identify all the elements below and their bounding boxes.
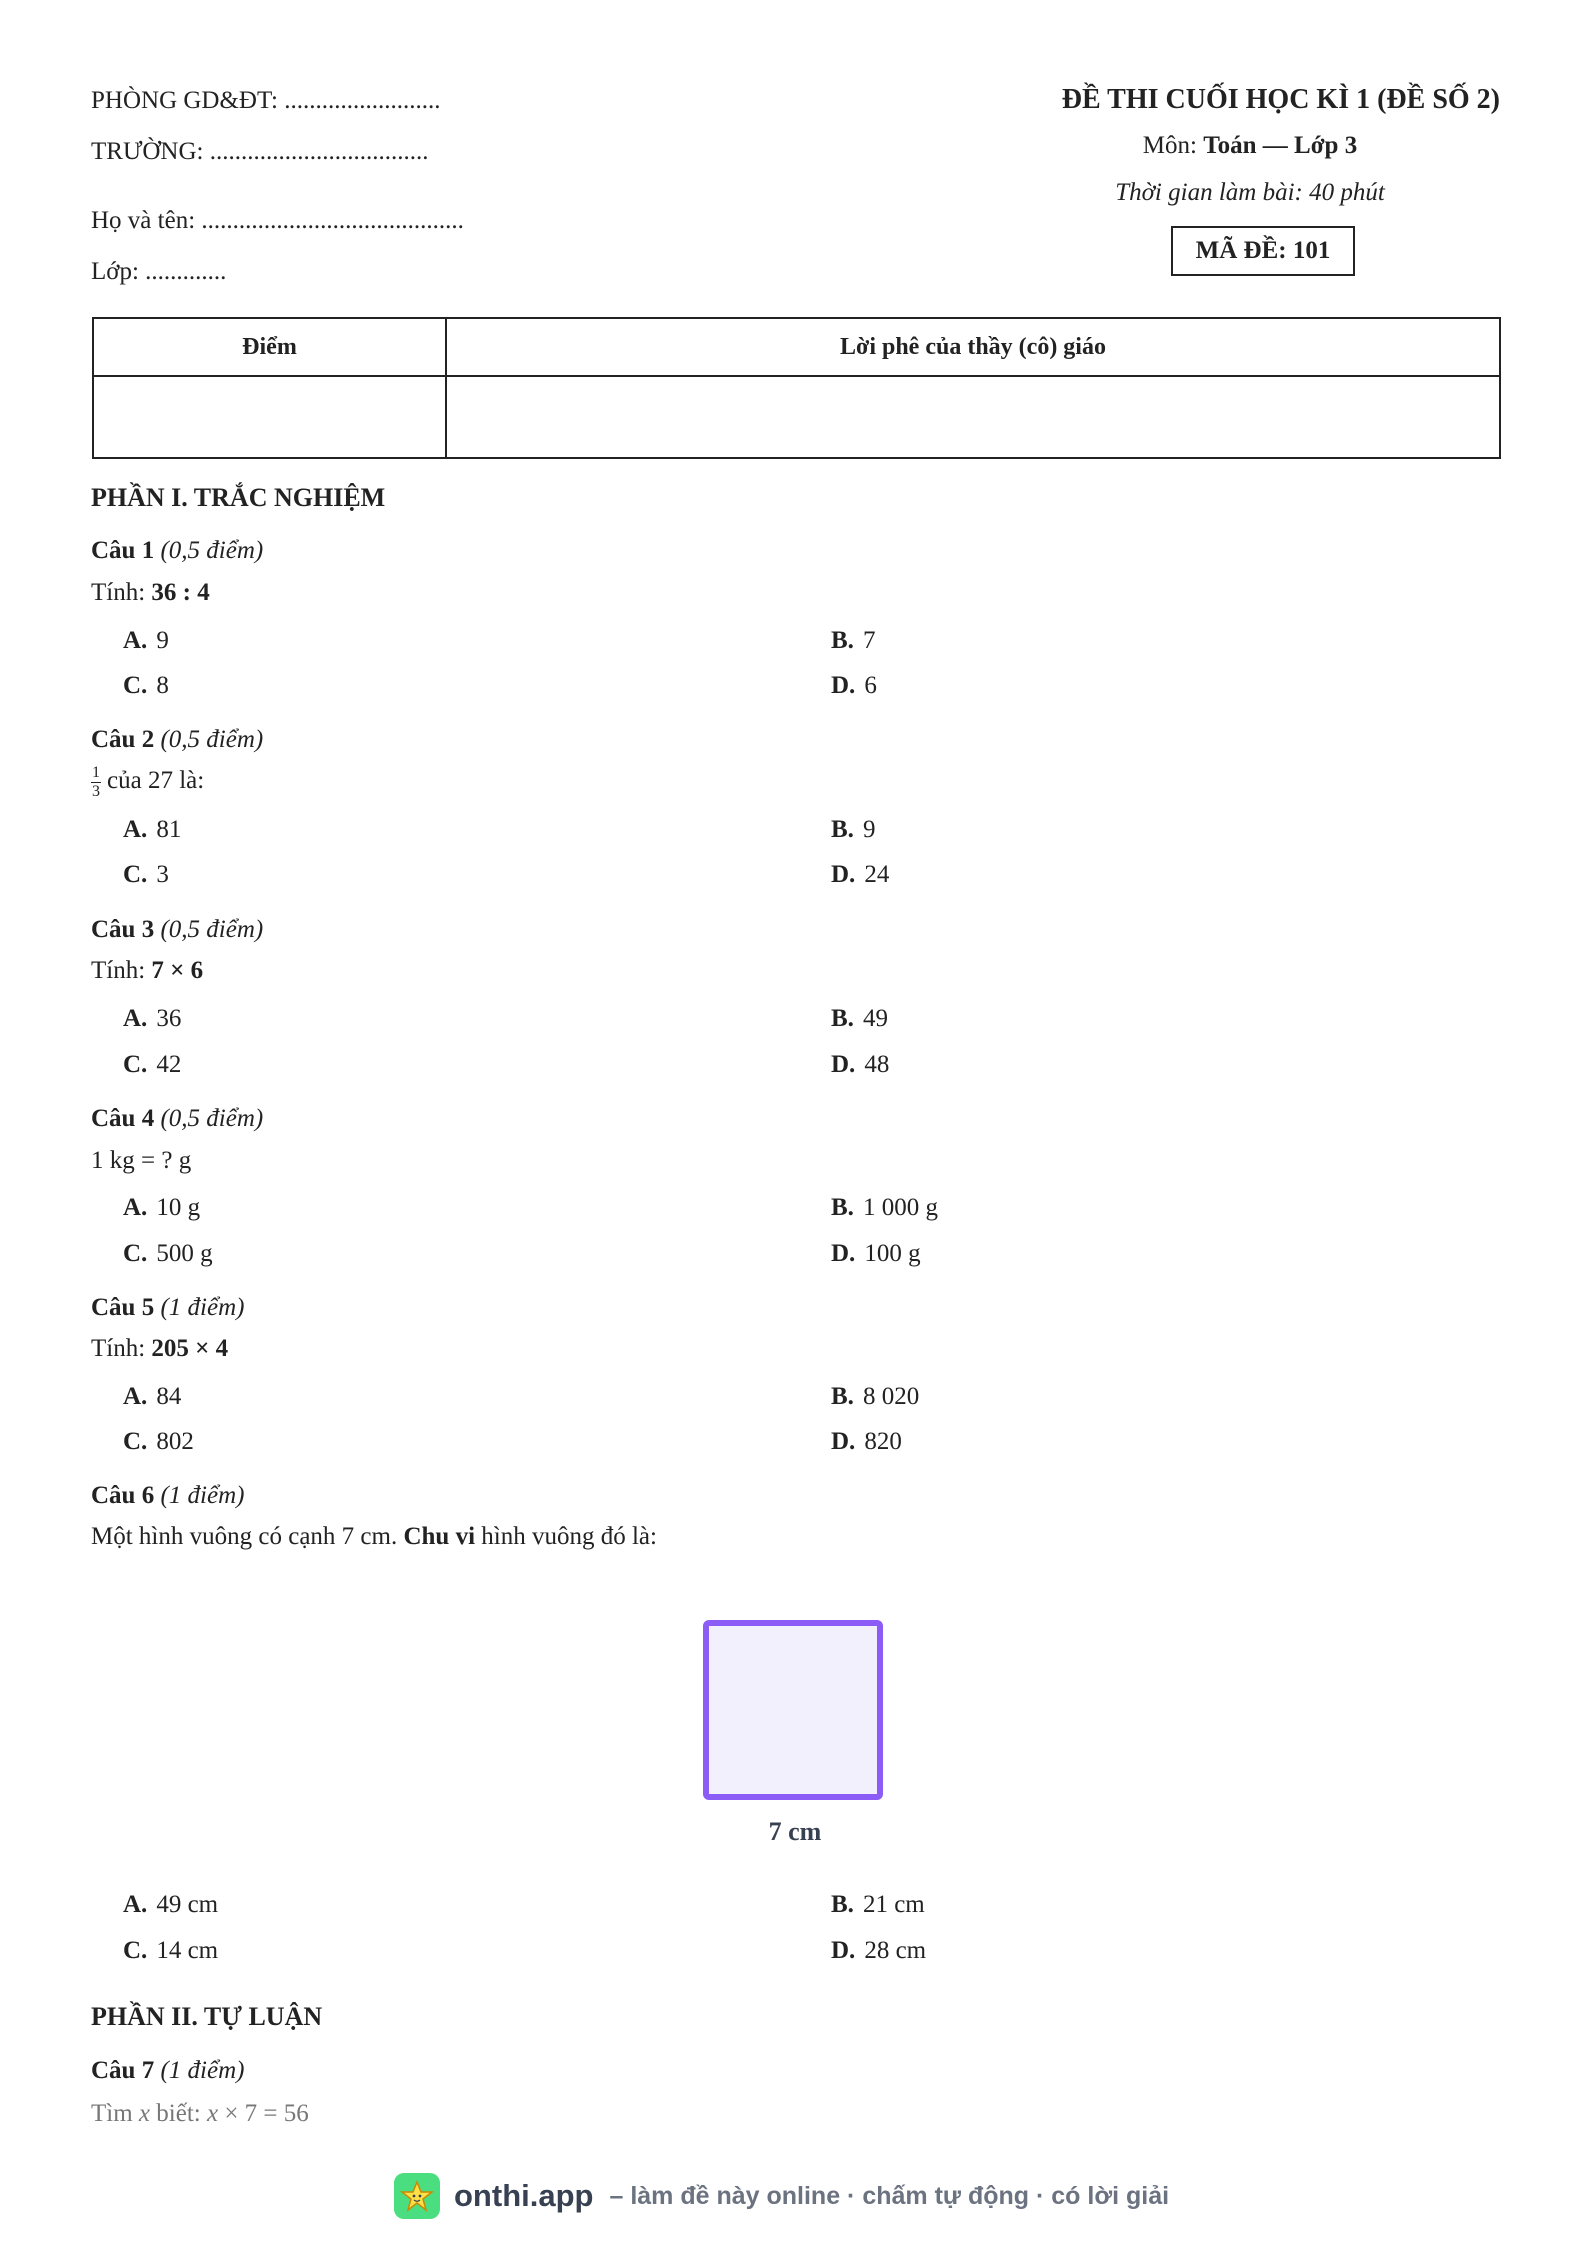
question-6-prompt: Một hình vuông có cạnh 7 cm. Chu vi hình vuông đó là: xyxy=(91,1523,657,1550)
grade-header: Điểm xyxy=(93,318,446,376)
q3-option-d[interactable]: D. 48 xyxy=(831,1051,890,1078)
exam-subject: Môn: Toán — Lớp 3 xyxy=(1142,132,1358,159)
exam-code-box: MÃ ĐỀ: 101 xyxy=(1171,226,1355,276)
school-line: TRƯỜNG: ................................... xyxy=(91,138,429,165)
q5-option-b[interactable]: B. 8 020 xyxy=(831,1383,920,1410)
question-2-heading: Câu 2 (0,5 điểm) xyxy=(91,726,264,753)
footer-banner[interactable] xyxy=(394,2171,1169,2221)
square-side-label: 7 cm xyxy=(768,1817,822,1846)
brand-tagline: – làm đề này online · chấm tự động · có lời giải xyxy=(609,2181,1170,2210)
q3-option-a[interactable]: A. 36 xyxy=(123,1005,182,1032)
question-4-heading: Câu 4 (0,5 điểm) xyxy=(91,1105,264,1132)
question-1-heading: Câu 1 (0,5 điểm) xyxy=(91,537,264,564)
question-7-prompt: Tìm x biết: x × 7 = 56 xyxy=(91,2100,309,2127)
question-7-heading: Câu 7 (1 điểm) xyxy=(91,2057,245,2084)
name-line: Họ và tên: .......................................... xyxy=(91,207,464,234)
q5-option-a[interactable]: A. 84 xyxy=(123,1383,182,1410)
question-5-prompt: Tính: 205 × 4 xyxy=(91,1335,229,1362)
comment-cell xyxy=(446,376,1500,458)
question-5-heading: Câu 5 (1 điểm) xyxy=(91,1294,245,1321)
square-figure xyxy=(703,1620,883,1800)
brand-name[interactable]: onthi.app xyxy=(454,2178,594,2213)
class-line: Lớp: ............. xyxy=(91,258,227,285)
part1-title: PHẦN I. TRẮC NGHIỆM xyxy=(91,483,386,512)
q6-option-b[interactable]: B. 21 cm xyxy=(831,1891,925,1918)
q1-option-a[interactable]: A. 9 xyxy=(123,627,169,654)
star-logo-icon xyxy=(394,2173,440,2219)
q3-option-b[interactable]: B. 49 xyxy=(831,1005,888,1032)
q1-option-d[interactable]: D. 6 xyxy=(831,672,877,699)
q1-option-c[interactable]: C. 8 xyxy=(123,672,169,699)
q4-option-a[interactable]: A. 10 g xyxy=(123,1194,201,1221)
grade-table xyxy=(92,317,1501,459)
question-4-prompt: 1 kg = ? g xyxy=(91,1147,192,1174)
q5-option-c[interactable]: C. 802 xyxy=(123,1428,194,1455)
exam-title: ĐỀ THI CUỐI HỌC KÌ 1 (ĐỀ SỐ 2) xyxy=(1061,84,1500,115)
comment-header: Lời phê của thầy (cô) giáo xyxy=(446,318,1500,376)
part2-title: PHẦN II. TỰ LUẬN xyxy=(91,2002,323,2031)
q2-option-a[interactable]: A. 81 xyxy=(123,816,182,843)
q6-option-a[interactable]: A. 49 cm xyxy=(123,1891,219,1918)
fraction: $\frac{1}{3}$ xyxy=(92,764,100,800)
q4-option-c[interactable]: C. 500 g xyxy=(123,1240,213,1267)
q3-option-c[interactable]: C. 42 xyxy=(123,1051,182,1078)
exam-time: Thời gian làm bài: 40 phút xyxy=(1115,179,1385,206)
q4-option-d[interactable]: D. 100 g xyxy=(831,1240,921,1267)
q1-option-b[interactable]: B. 7 xyxy=(831,627,876,654)
question-3-prompt: Tính: 7 × 6 xyxy=(91,957,204,984)
q6-option-c[interactable]: C. 14 cm xyxy=(123,1937,219,1964)
q2-option-d[interactable]: D. 24 xyxy=(831,861,890,888)
question-2-prompt: $\frac{1}{3}$ của 27 là: xyxy=(92,764,205,800)
question-6-heading: Câu 6 (1 điểm) xyxy=(91,1482,245,1509)
grade-cell xyxy=(93,376,446,458)
q2-option-b[interactable]: B. 9 xyxy=(831,816,876,843)
q6-option-d[interactable]: D. 28 cm xyxy=(831,1937,927,1964)
q4-option-b[interactable]: B. 1 000 g xyxy=(831,1194,938,1221)
question-1-prompt: Tính: 36 : 4 xyxy=(91,579,210,606)
dept-line: PHÒNG GD&ĐT: ......................... xyxy=(91,87,441,114)
subject-name: Toán — Lớp 3 xyxy=(1203,132,1358,159)
question-3-heading: Câu 3 (0,5 điểm) xyxy=(91,916,264,943)
q5-option-d[interactable]: D. 820 xyxy=(831,1428,902,1455)
q2-option-c[interactable]: C. 3 xyxy=(123,861,169,888)
